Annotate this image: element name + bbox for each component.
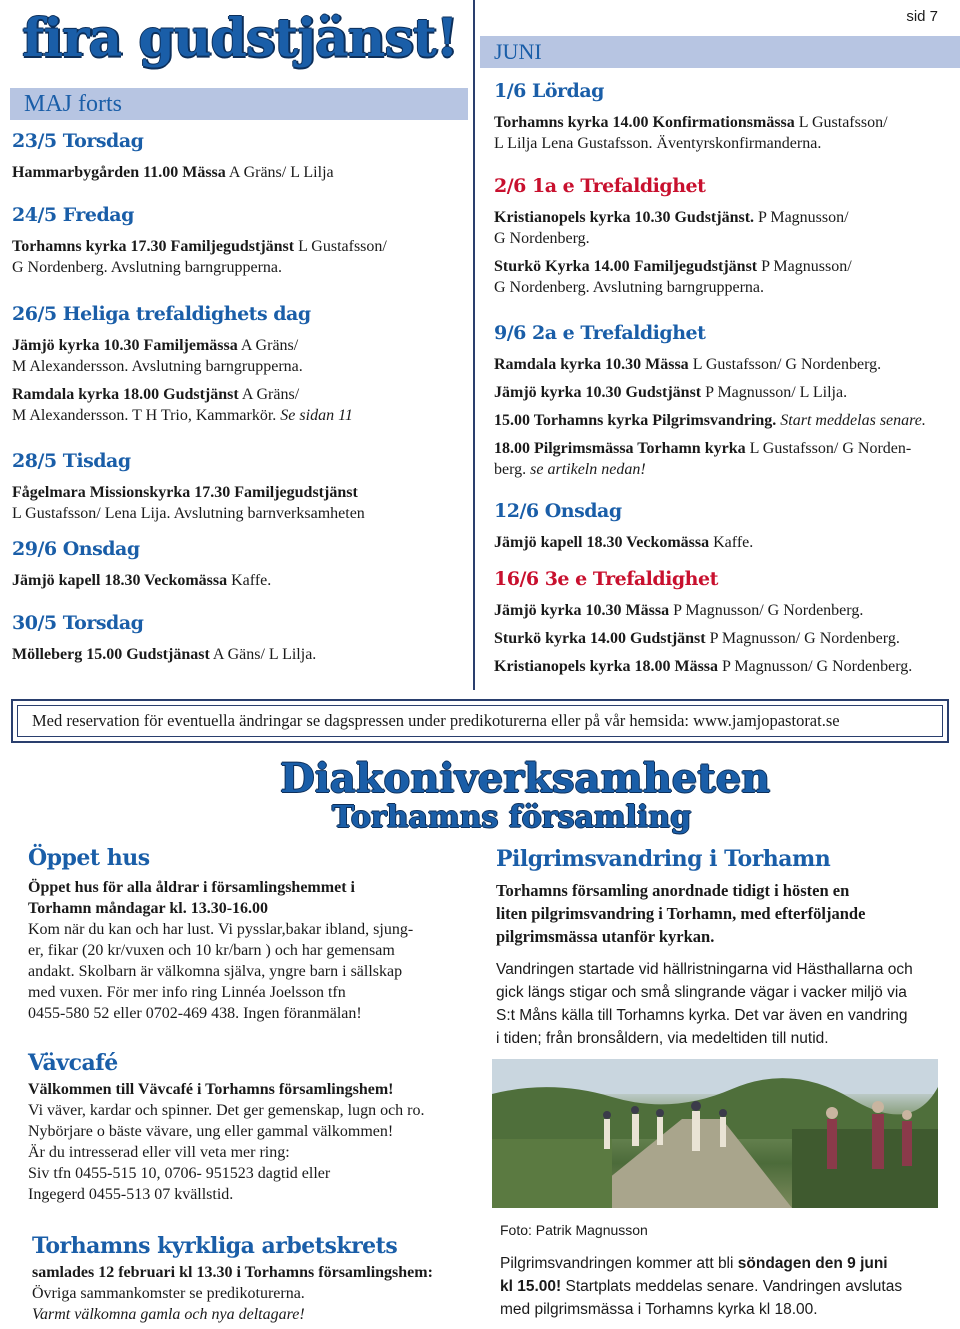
pilgrim-photo-illustration [492, 1059, 938, 1208]
may-band [10, 88, 468, 120]
arbetskrets-italic: Varmt välkomna gamla och nya deltagare! [32, 1306, 305, 1323]
schedule-event: Jämjö kapell 18.30 Veckomässa [494, 534, 710, 551]
schedule-event: Jämjö kapell 18.30 Veckomässa [12, 572, 228, 589]
pilgrim-line: Vandringen startade vid hällristningarna vid Hästhallarna och [496, 961, 913, 978]
schedule-line [12, 405, 467, 426]
schedule-date-heading: 29/6 Onsdag [12, 538, 140, 560]
pilgrim-end-text: Pilgrimsvandringen kommer att bli [500, 1255, 738, 1272]
pilgrim-photo [492, 1059, 938, 1208]
schedule-event: Torhamns kyrka 17.30 Familjegudstjänst [12, 238, 295, 255]
schedule-line [12, 335, 467, 356]
pilgrim-end-text: med pilgrimsmässa i Torhamns kyrka kl 18.00. [500, 1301, 818, 1318]
schedule-detail: G Nordenberg. [494, 230, 590, 247]
schedule-detail: L Gustafsson/ [294, 238, 387, 255]
schedule-detail: A Gräns/ [238, 386, 300, 403]
schedule-line [494, 112, 949, 133]
schedule-section [494, 175, 949, 298]
schedule-event: Jämjö kyrka 10.30 Mässa [494, 602, 670, 619]
schedule-note: se artikeln nedan! [530, 461, 646, 478]
diakoni-subtitle: Torhamns församling [332, 800, 692, 835]
schedule-date-heading: 26/5 Heliga trefaldighets dag [12, 303, 311, 325]
schedule-detail: A Gräns/ [237, 337, 299, 354]
oppet-hus-line: andakt. Skolbarn är välkomna själva, yngre barn i sällskap [28, 963, 403, 980]
schedule-event: Sturkö Kyrka 14.00 Familjegudstjänst [494, 258, 758, 275]
schedule-event: Jämjö kyrka 10.30 Gudstjänst [494, 384, 702, 401]
schedule-line [12, 384, 467, 405]
may-band-label: MAJ forts [24, 91, 123, 117]
schedule-date-heading: 28/5 Tisdag [12, 450, 131, 472]
schedule-line [494, 656, 949, 677]
schedule-detail: L Gustafsson/ G Nordenberg. [688, 356, 882, 373]
arbetskrets-heading: Torhamns kyrkliga arbetskrets [32, 1233, 398, 1259]
schedule-date-heading: 2/6 1a e Trefaldighet [494, 175, 706, 197]
schedule-section [494, 322, 949, 480]
schedule-section [12, 303, 467, 426]
pilgrim-end-bold: söndagen den 9 juni [737, 1255, 888, 1272]
schedule-detail: G Nordenberg. Avslutning barngrupperna. [494, 279, 765, 296]
schedule-line [12, 356, 467, 377]
schedule-detail: L Gustafsson/ [794, 114, 888, 131]
pilgrim-bold: liten pilgrimsvandring i Torhamn, med efterföljande [496, 904, 866, 923]
vavcafe-line: Är du intresserad eller vill veta mer ring: [28, 1144, 290, 1161]
pilgrim-ending [500, 1252, 950, 1321]
pilgrim-bold: pilgrimsmässa utanför kyrkan. [496, 927, 715, 946]
vavcafe-bold: Välkommen till Vävcafé i Torhamns församlingshem! [28, 1081, 394, 1098]
schedule-event: Ramdala kyrka 18.00 Gudstjänst [12, 386, 239, 403]
pilgrim-body [496, 958, 951, 1050]
schedule-section [12, 450, 467, 524]
schedule-detail: P Magnusson/ [757, 258, 852, 275]
schedule-section [494, 500, 949, 553]
schedule-line [12, 162, 467, 183]
schedule-section [12, 130, 467, 183]
schedule-date-heading: 30/5 Torsdag [12, 612, 144, 634]
schedule-detail: Kaffe. [709, 534, 754, 551]
vavcafe-line: Vi väver, kardar och spinner. Det ger gemenskap, lugn och ro. [28, 1102, 425, 1119]
pilgrim-bold: Torhamns församling anordnade tidigt i hösten en [496, 881, 850, 900]
pilgrim-line: gick längs stigar och små slingrande vägar i vacker miljö via [496, 984, 907, 1001]
oppet-hus-bold-1: Öppet hus för alla åldrar i församlingshemmet i [28, 879, 355, 896]
schedule-date-heading: 16/6 3e e Trefaldighet [494, 568, 718, 590]
oppet-hus-line: 0455-580 52 eller 0702-469 438. Ingen föranmälan! [28, 1005, 362, 1022]
schedule-line [494, 410, 949, 431]
diakoni-title: Diakoniverksamheten [280, 755, 771, 802]
schedule-event: 18.00 Pilgrimsmässa Torhamn kyrka [494, 440, 746, 457]
schedule-line [494, 600, 949, 621]
schedule-section [12, 204, 467, 278]
schedule-note: Start meddelas senare. [780, 412, 926, 429]
schedule-detail: L Gustafsson/ Lena Lija. Avslutning barnverksamheten [12, 505, 365, 522]
notice-text: Med reservation för eventuella ändringar se dagspressen under predikoturerna eller på vår hemsida: www.jamjopastorat.se [17, 705, 943, 737]
schedule-detail: M Alexandersson. Avslutning barngrupperna. [12, 358, 303, 375]
page-number: sid 7 [906, 8, 938, 25]
schedule-event: Torhamns kyrka 14.00 Konfirmationsmässa [494, 114, 795, 131]
schedule-line [494, 256, 949, 277]
pilgrim-end-bold: kl 15.00! [500, 1278, 562, 1295]
schedule-detail: G Nordenberg. Avslutning barngrupperna. [12, 259, 283, 276]
schedule-section [494, 80, 949, 154]
photo-caption: Foto: Patrik Magnusson [500, 1222, 648, 1238]
schedule-line [12, 482, 467, 503]
schedule-detail: A Gäns/ L Lilja. [209, 646, 317, 663]
schedule-line [494, 228, 949, 249]
vavcafe-line: Nybörjare o bäste vävare, ung eller gammal välkommen! [28, 1123, 394, 1140]
schedule-line [12, 503, 467, 524]
schedule-detail: L Gustafsson/ G Norden- [745, 440, 912, 457]
schedule-event: Sturkö kyrka 14.00 Gudstjänst [494, 630, 706, 647]
schedule-line [494, 277, 949, 298]
schedule-detail: L Lilja Lena Gustafsson. Äventyrskonfirmanderna. [494, 135, 822, 152]
vavcafe-line: Siv tfn 0455-515 10, 0706- 951523 dagtid eller [28, 1165, 331, 1182]
pilgrim-line: S:t Måns källa till Torhamns kyrka. Det var även en vandring [496, 1007, 908, 1024]
schedule-detail: P Magnusson/ L Lilja. [701, 384, 848, 401]
schedule-event: Hammarbygården 11.00 Mässa [12, 164, 226, 181]
pilgrim-intro [496, 879, 946, 948]
arbetskrets-line: Övriga sammankomster se predikoturerna. [32, 1285, 305, 1302]
schedule-line [494, 207, 949, 228]
schedule-line [494, 354, 949, 375]
schedule-event: Mölleberg 15.00 Gudstjänast [12, 646, 210, 663]
oppet-hus-line: er, fikar (20 kr/vuxen och 10 kr/barn ) och har gemensam [28, 942, 395, 959]
schedule-detail: P Magnusson/ G Nordenberg. [669, 602, 864, 619]
schedule-event: Kristianopels kyrka 18.00 Mässa [494, 658, 719, 675]
schedule-detail: P Magnusson/ [754, 209, 849, 226]
schedule-date-heading: 12/6 Onsdag [494, 500, 622, 522]
schedule-detail: P Magnusson/ G Nordenberg. [718, 658, 913, 675]
arbetskrets-text [32, 1262, 472, 1325]
oppet-hus-line: Kom när du kan och har lust. Vi pysslar,bakar ibland, sjung- [28, 921, 414, 938]
schedule-detail: M Alexandersson. T H Trio, Kammarkör. [12, 407, 281, 424]
schedule-event: Ramdala kyrka 10.30 Mässa [494, 356, 689, 373]
schedule-line [12, 644, 467, 665]
schedule-date-heading: 23/5 Torsdag [12, 130, 144, 152]
pilgrim-end-text: Startplats meddelas senare. Vandringen avslutas [561, 1278, 903, 1295]
notice-box [11, 699, 949, 743]
schedule-detail: Kaffe. [227, 572, 272, 589]
june-band-label: JUNI [494, 39, 542, 64]
schedule-event: Fågelmara Missionskyrka 17.30 Familjegudstjänst [12, 484, 358, 501]
vavcafe-text [28, 1079, 468, 1205]
schedule-detail: P Magnusson/ G Nordenberg. [705, 630, 900, 647]
schedule-line [494, 459, 949, 480]
pilgrim-line: i tiden; från bronsåldern, via medeltiden till nutid. [496, 1030, 829, 1047]
schedule-detail: berg. [494, 461, 531, 478]
schedule-line [494, 628, 949, 649]
oppet-hus-heading: Öppet hus [28, 845, 150, 871]
schedule-section [12, 612, 467, 665]
oppet-hus-line: med vuxen. För mer info ring Linnéa Joelsson tfn [28, 984, 346, 1001]
schedule-event: 15.00 Torhamns kyrka Pilgrimsvandring. [494, 412, 777, 429]
oppet-hus-text [28, 877, 468, 1024]
schedule-line [494, 133, 949, 154]
schedule-date-heading: 24/5 Fredag [12, 204, 134, 226]
schedule-section [12, 538, 467, 591]
oppet-hus-bold-2: Torhamn måndagar kl. 13.30-16.00 [28, 900, 269, 917]
schedule-line [494, 438, 949, 459]
schedule-line [494, 382, 949, 403]
schedule-line [494, 532, 949, 553]
vavcafe-heading: Vävcafé [28, 1050, 118, 1076]
schedule-event: Kristianopels kyrka 10.30 Gudstjänst. [494, 209, 755, 226]
schedule-date-heading: 9/6 2a e Trefaldighet [494, 322, 706, 344]
june-band [480, 36, 960, 68]
pilgrim-heading: Pilgrimsvandring i Torhamn [496, 846, 831, 872]
column-divider [473, 0, 475, 690]
schedule-line [12, 570, 467, 591]
schedule-detail: A Gräns/ L Lilja [225, 164, 334, 181]
schedule-section [494, 568, 949, 677]
vavcafe-line: Ingegerd 0455-513 07 kvällstid. [28, 1186, 234, 1203]
schedule-date-heading: 1/6 Lördag [494, 80, 604, 102]
schedule-note: Se sidan 11 [280, 407, 353, 424]
arbetskrets-bold: samlades 12 februari kl 13.30 i Torhamns församlingshem: [32, 1264, 433, 1281]
schedule-line [12, 257, 467, 278]
page-title: fira gudstjänst! [22, 8, 458, 69]
schedule-line [12, 236, 467, 257]
schedule-event: Jämjö kyrka 10.30 Familjemässa [12, 337, 238, 354]
